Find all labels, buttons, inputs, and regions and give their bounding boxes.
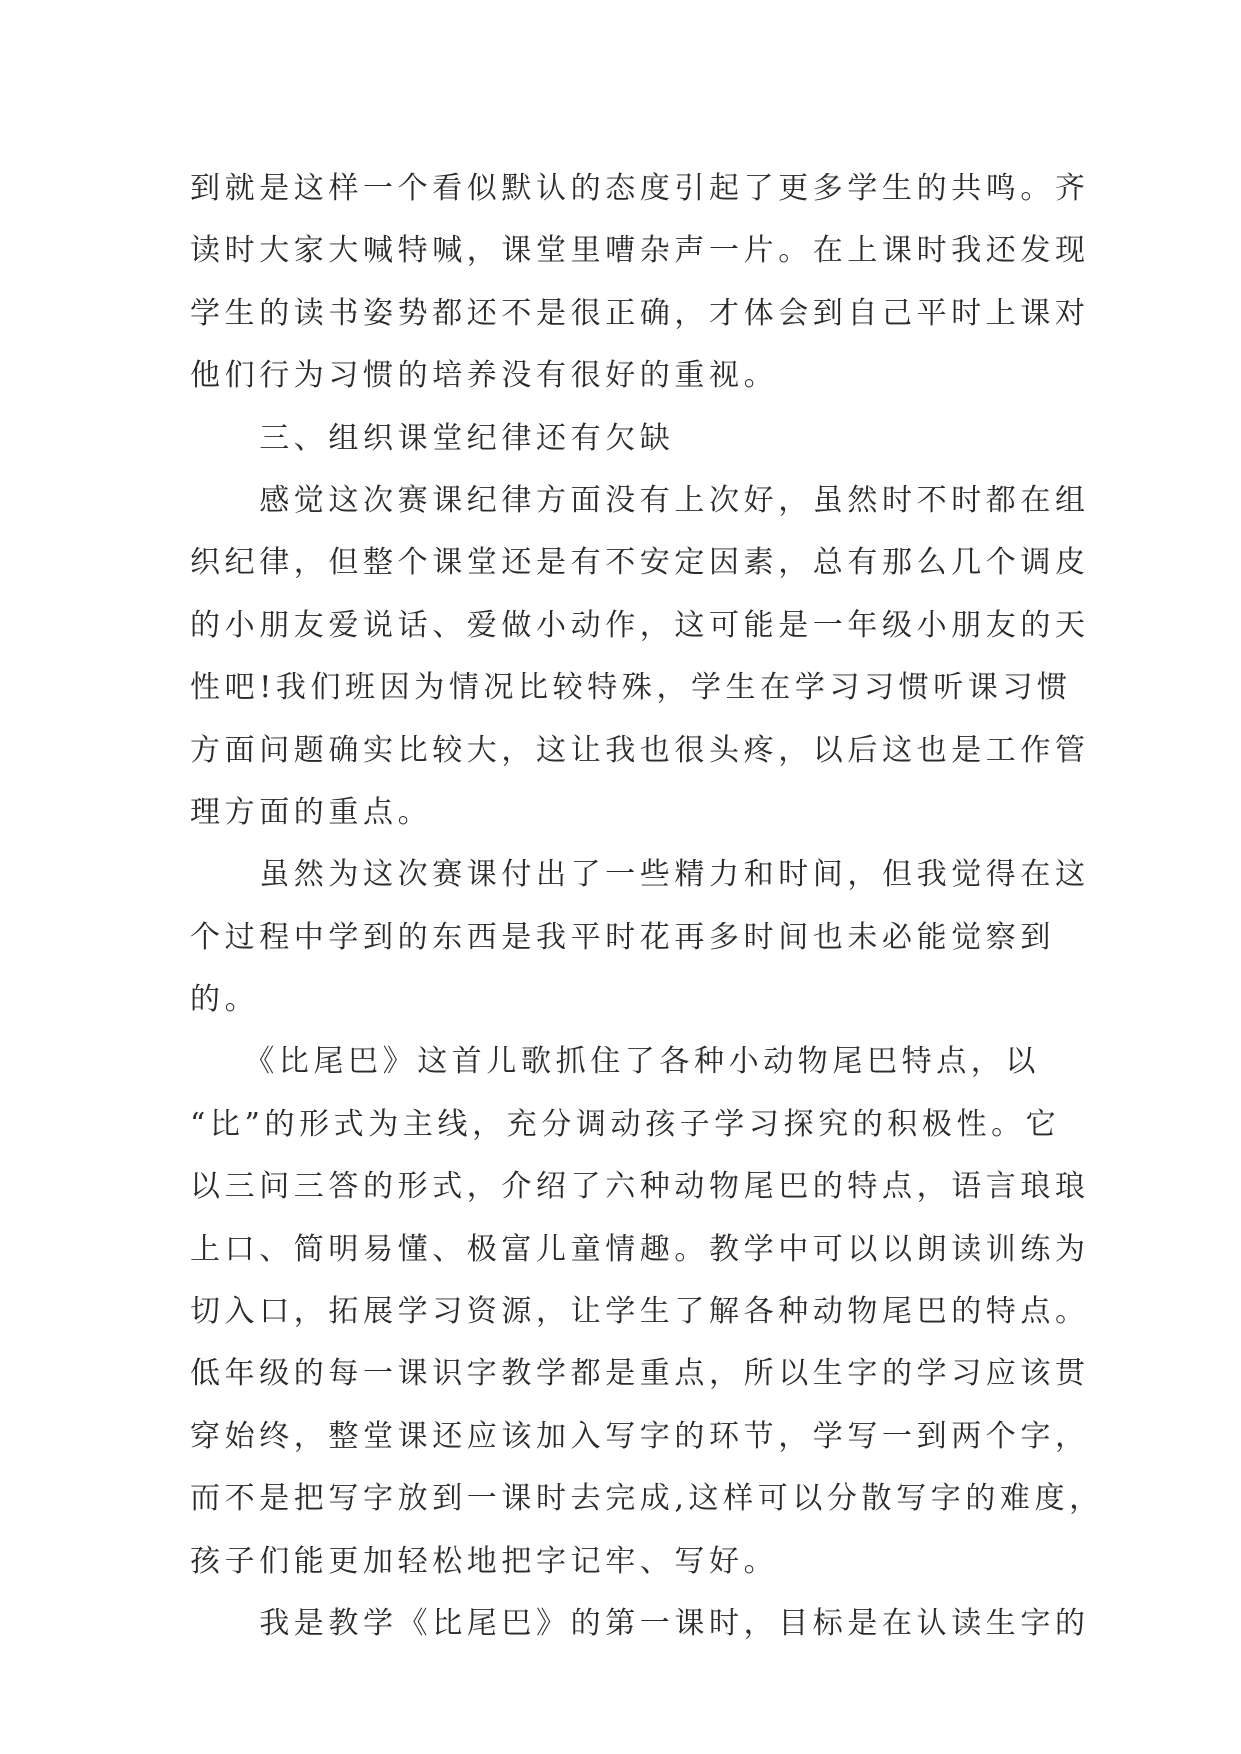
text-line: 织纪律，但整个课堂还是有不安定因素，总有那么几个调皮 — [190, 545, 1090, 581]
text-line: 《比尾巴》这首儿歌抓住了各种小动物尾巴特点，以 — [190, 1044, 1040, 1080]
text-line: 到就是这样一个看似默认的态度引起了更多学生的共鸣。齐 — [190, 171, 1090, 206]
paragraph-lesson-analysis — [190, 1031, 1104, 1593]
paragraph-discipline — [190, 470, 1090, 844]
text-line: 学生的读书姿势都还不是很正确，才体会到自己平时上课对 — [190, 295, 1090, 331]
text-line: 低年级的每一课识字教学都是重点，所以生字的学习应该贯 — [190, 1356, 1090, 1392]
paragraph-lesson-goal — [190, 1593, 1090, 1655]
text-line: 孩子们能更加轻松地把字记牢、写好。 — [190, 1543, 779, 1579]
section-heading — [190, 408, 1052, 470]
text-line: 而不是把写字放到一课时去完成,这样可以分散写字的难度， — [190, 1481, 1104, 1517]
text-line: 以三问三答的形式，介绍了六种动物尾巴的特点，语言琅琅 — [190, 1169, 1090, 1205]
heading-line: 三、组织课堂纪律还有欠缺 — [190, 420, 675, 456]
text-line: 理方面的重点。 — [190, 794, 433, 830]
text-line: 的小朋友爱说话、爱做小动作，这可能是一年级小朋友的天 — [190, 607, 1090, 643]
text-line: 方面问题确实比较大，这让我也很头疼，以后这也是工作管 — [190, 732, 1090, 768]
text-line: 上口、简明易懂、极富儿童情趣。教学中可以以朗读训练为 — [190, 1231, 1090, 1267]
text-line: 穿始终，整堂课还应该加入写字的环节，学写一到两个字， — [190, 1418, 1090, 1454]
text-line: 虽然为这次赛课付出了一些精力和时间，但我觉得在这 — [190, 857, 1090, 893]
text-line: 切入口，拓展学习资源，让学生了解各种动物尾巴的特点。 — [190, 1294, 1090, 1330]
text-line: 性吧!我们班因为情况比较特殊，学生在学习习惯听课习惯 — [190, 670, 1072, 706]
text-line: 他们行为习惯的培养没有很好的重视。 — [190, 358, 779, 394]
paragraph-continuation — [190, 158, 1090, 408]
text-line: 读时大家大喊特喊，课堂里嘈杂声一片。在上课时我还发现 — [190, 233, 1090, 269]
text-line: 感觉这次赛课纪律方面没有上次好，虽然时不时都在组 — [190, 482, 1090, 518]
text-line: 我是教学《比尾巴》的第一课时，目标是在认读生字的 — [190, 1605, 1090, 1641]
text-line: 的。 — [190, 982, 260, 1018]
paragraph-reflection — [190, 844, 1090, 1031]
text-line: “比”的形式为主线，充分调动孩子学习探究的积极性。它 — [190, 1106, 1061, 1142]
text-line: 个过程中学到的东西是我平时花再多时间也未必能觉察到 — [190, 919, 1055, 955]
document-body — [190, 158, 1104, 1655]
